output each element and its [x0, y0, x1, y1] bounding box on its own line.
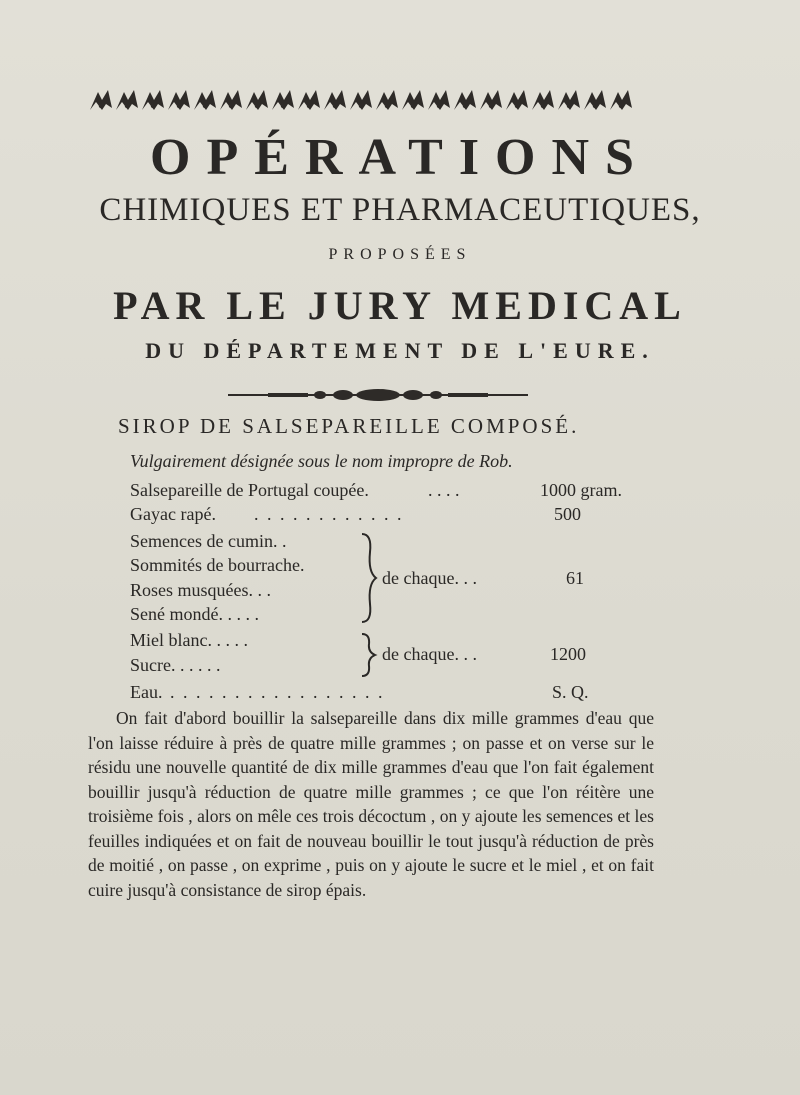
subtitle: CHIMIQUES ET PHARMACEUTIQUES,: [99, 192, 701, 228]
ingredient-qty: 500: [554, 504, 581, 524]
water-name: Eau.: [130, 682, 163, 702]
jury-line: PAR LE JURY MEDICAL: [113, 283, 687, 328]
proposed-line: PROPOSÉES: [328, 246, 472, 263]
ornament-divider: [228, 388, 528, 402]
ornamental-border: [88, 86, 634, 114]
group1-item: Semences de cumin. .: [130, 531, 287, 551]
ingredient-qty: 1000 gram.: [540, 480, 622, 500]
ingredient-name: Gayac rapé.: [130, 504, 216, 524]
department-line: DU DÉPARTEMENT DE L'EURE.: [145, 338, 655, 363]
group1-label: de chaque. . .: [382, 568, 477, 588]
brace-icon: [358, 532, 380, 624]
instructions-text: On fait d'abord bouillir la salsepareille dans dix mille grammes d'eau que l'on laisse réduire à près de quatre mille grammes ; on passe et on verse sur le résidu une nouvelle quantité de dix mille grammes d'eau que l'on fait également bouillir jusqu'à réduction de quatre mille grammes ; ce que l'on réitère une troisième fois , alors on mêle ces trois décoctum , on y ajoute les semences et les feuilles indiquées et on fait de nouveau bouillir le tout jusqu'à réduction de près de moitié , on passe , on exprime , puis on y ajoute le sucre et le miel , et on fait cuire jusqu'à consistance de sirop épais.: [88, 708, 654, 900]
ingredient-dots: . . . . . . . . . . . .: [254, 504, 404, 524]
brace-icon: [358, 632, 380, 678]
water-qty: S. Q.: [552, 682, 589, 702]
group2-item: Miel blanc. . . . .: [130, 630, 248, 650]
group1-item: Sené mondé. . . . .: [130, 604, 259, 624]
group1-qty: 61: [566, 568, 584, 588]
instructions-paragraph: [88, 706, 654, 902]
ingredient-dots: . . . .: [428, 480, 460, 500]
group2-item: Sucre. . . . . .: [130, 655, 221, 675]
group2-qty: 1200: [550, 644, 586, 664]
water-dots: . . . . . . . . . . . . . . . . .: [170, 682, 385, 702]
group1-item: Sommités de bourrache.: [130, 555, 305, 575]
section-subtitle: Vulgairement désignée sous le nom impropre de Rob.: [130, 451, 513, 471]
group1-item: Roses musquées. . .: [130, 580, 271, 600]
main-title: OPÉRATIONS: [150, 129, 650, 186]
section-title: SIROP DE SALSEPAREILLE COMPOSÉ.: [118, 414, 580, 438]
group2-label: de chaque. . .: [382, 644, 477, 664]
ingredient-name: Salsepareille de Portugal coupée.: [130, 480, 369, 500]
